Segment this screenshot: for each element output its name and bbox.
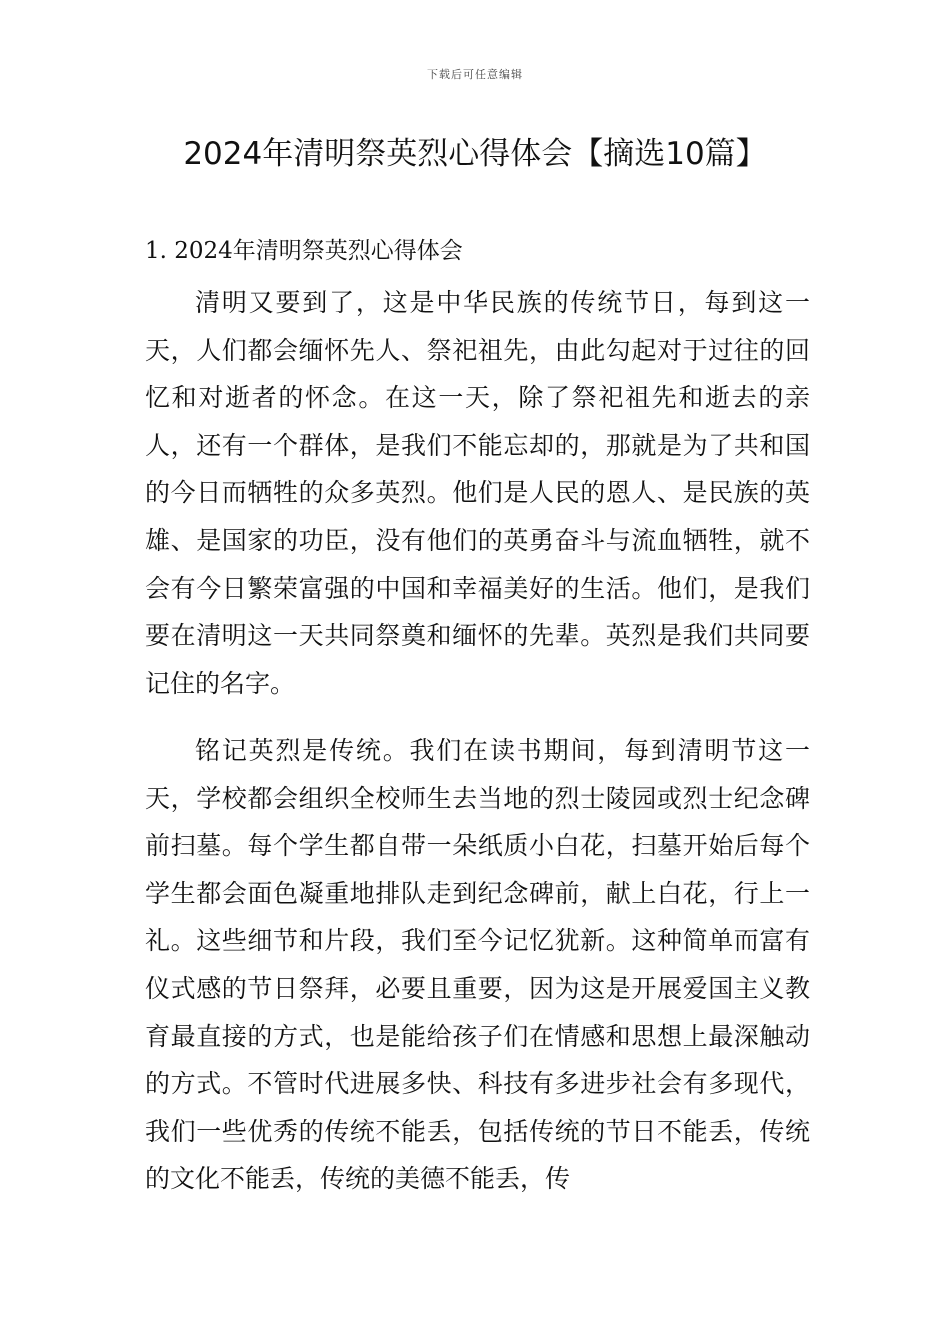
paragraph-2: 铭记英烈是传统。我们在读书期间，每到清明节这一天，学校都会组织全校师生去当地的烈士陵园或烈士纪念碑前扫墓。每个学生都自带一朵纸质小白花，扫墓开始后每个学生都会面色凝重地排队走到纪念碑前，献上白花，行上一礼。这些细节和片段，我们至今记忆犹新。这种简单而富有仪式感的节日祭拜，必要且重要，因为这是开展爱国主义教育最直接的方式，也是能给孩子们在情感和思想上最深触动的方式。不管时代进展多快、科技有多进步社会有多现代，我们一些优秀的传统不能丢，包括传统的节日不能丢，传统的文化不能丢，传统的美德不能丢，传	[145, 736, 810, 1194]
header-note: 下载后可任意编辑	[427, 68, 523, 81]
paragraph-1: 清明又要到了，这是中华民族的传统节日，每到这一天，人们都会缅怀先人、祭祀祖先，由此勾起对于过往的回忆和对逝者的怀念。在这一天，除了祭祀祖先和逝去的亲人，还有一个群体，是我们不能忘却的，那就是为了共和国的今日而牺牲的众多英烈。他们是人民的恩人、是民族的英雄、是国家的功臣，没有他们的英勇奋斗与流血牺牲，就不会有今日繁荣富强的中国和幸福美好的生活。他们，是我们要在清明这一天共同祭奠和缅怀的先辈。英烈是我们共同要记住的名字。	[145, 288, 810, 698]
section-heading: 1. 2024年清明祭英烈心得体会	[145, 238, 463, 264]
document-title: 2024年清明祭英烈心得体会【摘选10篇】	[183, 136, 767, 172]
